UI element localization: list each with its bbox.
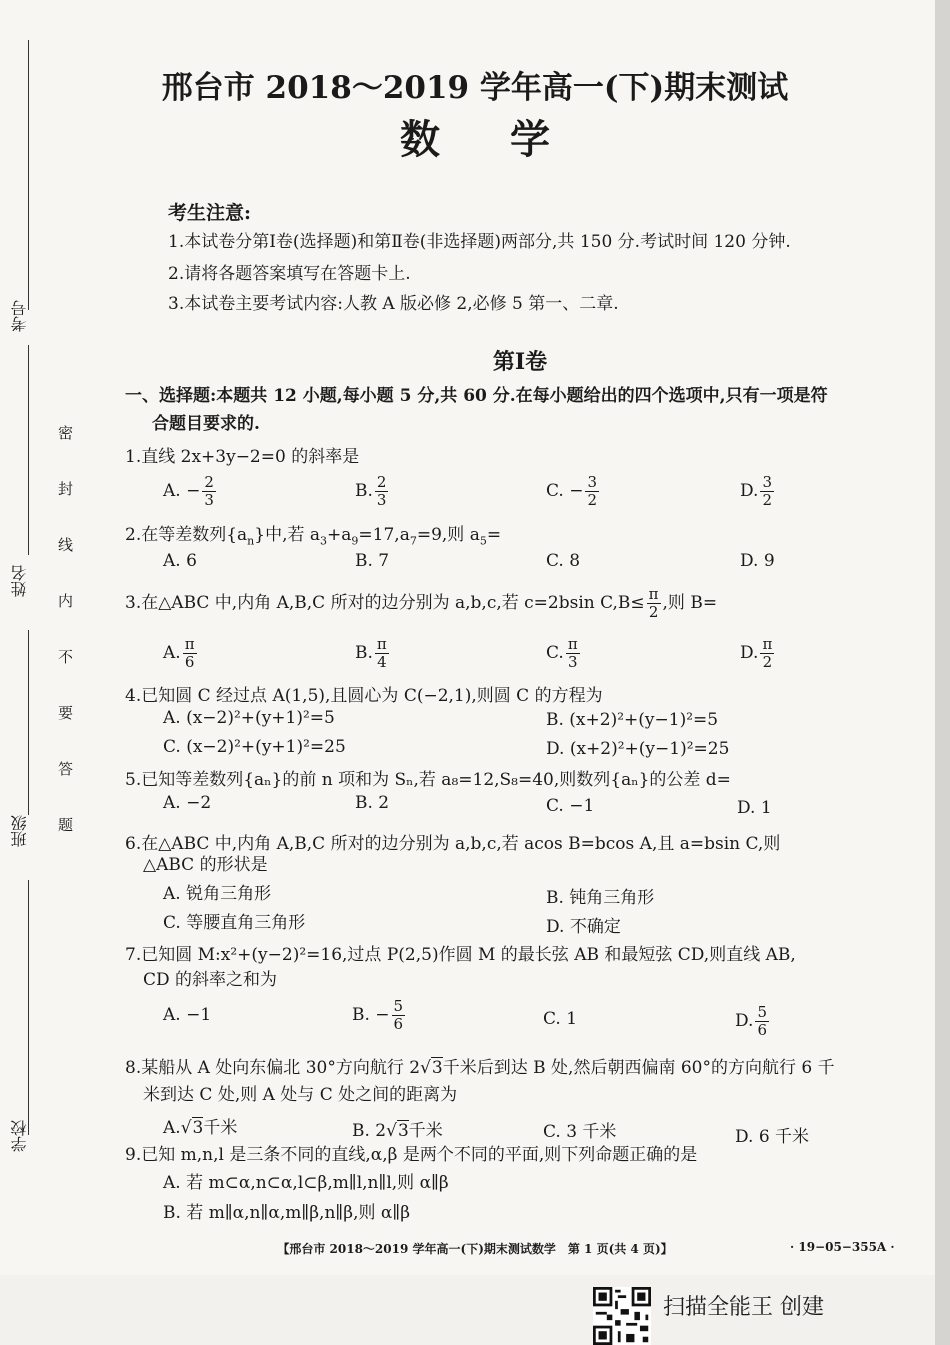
page-edge <box>935 0 950 1345</box>
qr-code-icon <box>593 1287 651 1345</box>
section-heading: 一、选择题:本题共 12 小题,每小题 5 分,共 60 分.在每小题给出的四个选项中,只有一项是符 <box>125 386 828 406</box>
q4-option-a: A. (x−2)²+(y+1)²=5 <box>163 708 335 728</box>
q3-option-a: A. $\frac{\pi}{6}$ <box>163 635 195 671</box>
xuexiao-label: 学校 <box>10 1120 29 1152</box>
q4-option-b: B. (x+2)²+(y−1)²=5 <box>546 710 719 730</box>
q8-option-a: A.√3千米 <box>163 1118 238 1138</box>
q6-option-d: D. 不确定 <box>546 917 621 937</box>
q1-option-b: B. $\frac{2}{3}$ <box>355 473 387 509</box>
q7-option-c: C. 1 <box>543 1009 578 1029</box>
question-6-stem: 6.在△ABC 中,内角 A,B,C 所对的边分别为 a,b,c,若 acos B=bcos A,且 a=bsin C,则 <box>125 834 781 854</box>
q1-option-c: C. − $\frac{3}{2}$ <box>546 473 597 509</box>
q5-option-d: D. 1 <box>737 798 772 818</box>
question-7-stem-cont: CD 的斜率之和为 <box>143 970 278 990</box>
question-9-stem: 9.已知 m,n,l 是三条不同的直线,α,β 是两个不同的平面,则下列命题正确的是 <box>125 1145 698 1165</box>
question-1-stem: 1.直线 2x+3y−2=0 的斜率是 <box>125 447 360 467</box>
q6-option-c: C. 等腰直角三角形 <box>163 913 306 933</box>
q8-option-d: D. 6 千米 <box>735 1127 810 1147</box>
q1-option-d: D. $\frac{3}{2}$ <box>740 473 772 509</box>
section-heading-cont: 合题目要求的. <box>152 414 260 434</box>
notice-item: 2.请将各题答案填写在答题卡上. <box>168 264 411 284</box>
banji-label: 班级 <box>10 815 29 847</box>
question-6-stem-cont: △ABC 的形状是 <box>143 855 268 875</box>
notice-item: 3.本试卷主要考试内容:人教 A 版必修 2,必修 5 第一、二章. <box>168 294 619 314</box>
q2-option-b: B. 7 <box>355 551 390 571</box>
q5-option-a: A. −2 <box>163 793 212 813</box>
q5-option-c: C. −1 <box>546 796 595 816</box>
q7-option-a: A. −1 <box>163 1005 212 1025</box>
q7-option-b: B. − $\frac{5}{6}$ <box>352 997 404 1033</box>
q3-option-d: D. $\frac{\pi}{2}$ <box>740 635 773 671</box>
q1-option-a: A. − $\frac{2}{3}$ <box>163 473 214 509</box>
xuexiao-line <box>28 880 29 1135</box>
q4-option-d: D. (x+2)²+(y−1)²=25 <box>546 739 730 759</box>
question-8-stem: 8.某船从 A 处向东偏北 30°方向航行 2√3千米后到达 B 处,然后朝西偏南 60°的方向航行 6 千 <box>125 1058 835 1078</box>
notice-heading: 考生注意: <box>168 202 252 224</box>
binding-notice: 密封线内不要答题 <box>56 425 74 873</box>
question-4-stem: 4.已知圆 C 经过点 A(1,5),且圆心为 C(−2,1),则圆 C 的方程为 <box>125 686 603 706</box>
banji-line <box>28 630 29 815</box>
volume-heading: 第Ⅰ卷 <box>492 349 548 375</box>
q6-option-b: B. 钝角三角形 <box>546 888 655 908</box>
question-3-stem: 3.在△ABC 中,内角 A,B,C 所对的边分别为 a,b,c,若 c=2bsin C,B≤ $\frac{\pi}{2}$ ,则 B= <box>125 585 718 621</box>
q5-option-b: B. 2 <box>355 793 390 813</box>
q9-option-b: B. 若 m∥α,n∥α,m∥β,n∥β,则 α∥β <box>163 1203 411 1223</box>
q4-option-c: C. (x−2)²+(y+1)²=25 <box>163 737 346 757</box>
q7-option-d: D. $\frac{5}{6}$ <box>735 1003 767 1039</box>
q3-option-c: C. $\frac{\pi}{3}$ <box>546 635 578 671</box>
q8-option-b: B. 2√3千米 <box>352 1121 443 1141</box>
kaohao-label: 考号 <box>10 300 29 332</box>
q2-option-a: A. 6 <box>163 551 197 571</box>
question-5-stem: 5.已知等差数列{aₙ}的前 n 项和为 Sₙ,若 a₈=12,S₈=40,则数列{aₙ}的公差 d= <box>125 770 731 790</box>
notice-item: 1.本试卷分第Ⅰ卷(选择题)和第Ⅱ卷(非选择题)两部分,共 150 分.考试时间 120 分钟. <box>168 232 791 252</box>
question-8-stem-cont: 米到达 C 处,则 A 处与 C 处之间的距离为 <box>143 1085 458 1105</box>
exam-subject: 数学 <box>400 116 620 163</box>
q2-option-c: C. 8 <box>546 551 581 571</box>
q6-option-a: A. 锐角三角形 <box>163 884 272 904</box>
q3-option-b: B. $\frac{\pi}{4}$ <box>355 635 387 671</box>
xingming-label: 姓名 <box>10 565 29 597</box>
question-2-stem: 2.在等差数列$\{a_n\}$中,若 $a_3+a_9=17,a_7=9$,则 $a_5=$ <box>125 525 502 548</box>
q2-option-d: D. 9 <box>740 551 775 571</box>
page-footer: 【邢台市 2018～2019 学年高一(下)期末测试数学 第 1 页(共 4 页)】 <box>277 1242 673 1256</box>
question-7-stem: 7.已知圆 M:x²+(y−2)²=16,过点 P(2,5)作圆 M 的最长弦 AB 和最短弦 CD,则直线 AB, <box>125 945 796 965</box>
q8-option-c: C. 3 千米 <box>543 1122 617 1142</box>
xingming-line <box>28 345 29 555</box>
scanner-watermark: 扫描全能王 创建 <box>663 1295 824 1320</box>
exam-title: 邢台市 2018～2019 学年高一(下)期末测试 <box>161 70 789 106</box>
q9-option-a: A. 若 m⊂α,n⊂α,l⊂β,m∥l,n∥l,则 α∥β <box>163 1173 449 1193</box>
paper-code: · 19−05−355A · <box>790 1240 895 1254</box>
